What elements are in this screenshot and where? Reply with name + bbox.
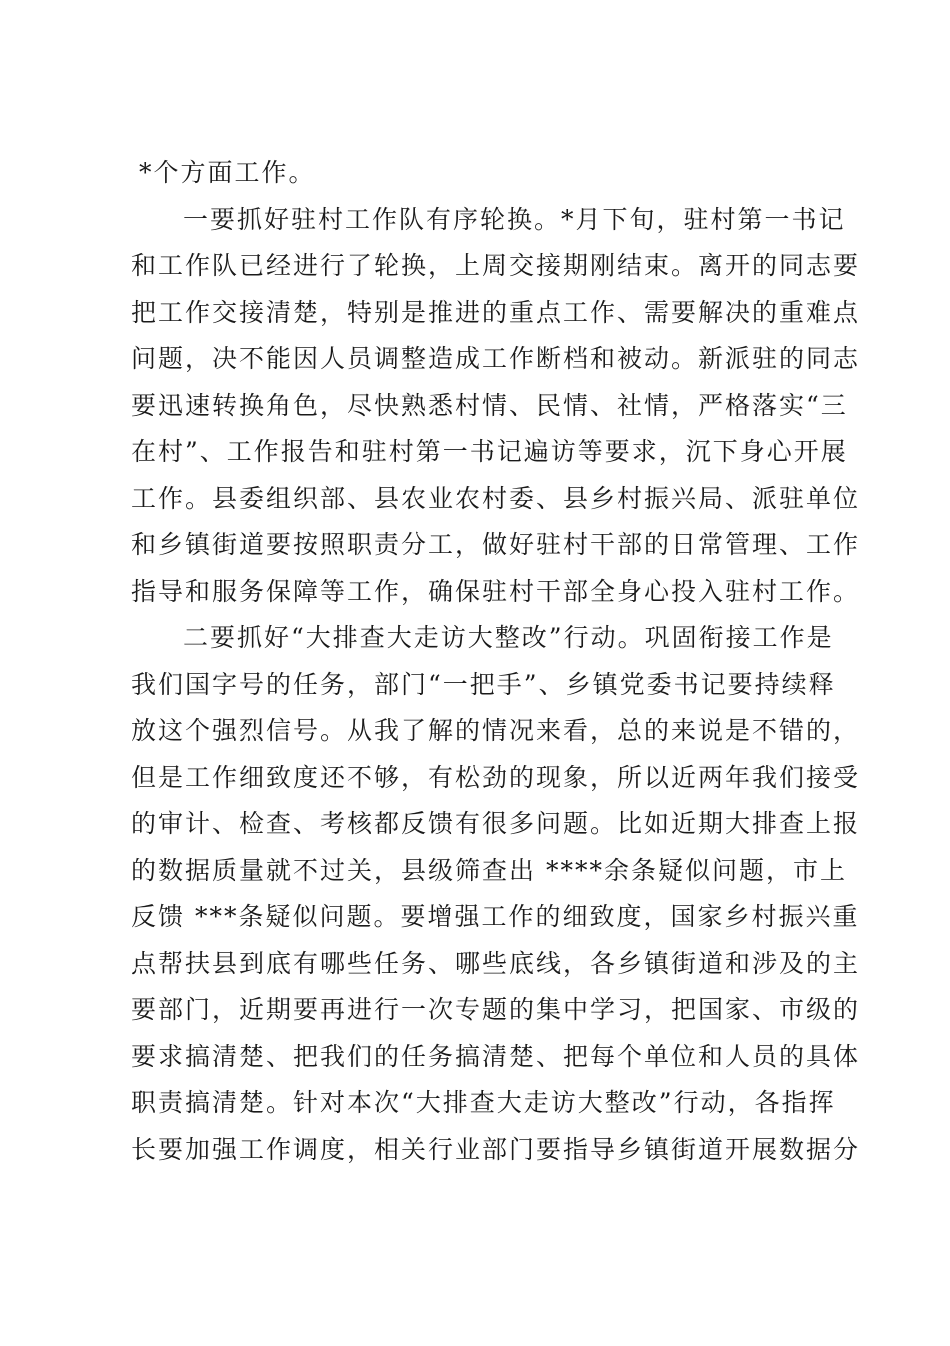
text-line: 我们国字号的任务，部门“一把手”、乡镇党委书记要持续释	[131, 669, 836, 699]
text-line: 问题，决不能因人员调整造成工作断档和被动。新派驻的同志	[131, 344, 861, 373]
text-line: 要迅速转换角色，尽快熟悉村情、民情、社情，严格落实“三	[131, 390, 848, 420]
paragraph-first-line: 二要抓好“大排查大走访大整改”行动。巩固衔接工作是	[183, 623, 834, 652]
text-line: 反馈 ***条疑似问题。要增强工作的细致度，国家乡村振兴重	[131, 902, 860, 931]
paragraph-first-line: 一要抓好驻村工作队有序轮换。*月下旬，驻村第一书记	[183, 204, 846, 234]
text-line: 指导和服务保障等工作，确保驻村干部全身心投入驻村工作。	[131, 576, 861, 606]
text-line: 的数据质量就不过关，县级筛查出 ****余条疑似问题，市上	[131, 855, 847, 885]
text-line: 但是工作细致度还不够，有松劲的现象，所以近两年我们接受	[131, 762, 861, 792]
text-line: 职责搞清楚。针对本次“大排查大走访大整改”行动，各指挥	[131, 1088, 836, 1117]
body-text	[131, 150, 861, 1173]
text-line: 在村”、工作报告和驻村第一书记遍访等要求，沉下身心开展	[131, 437, 848, 466]
text-line: 放这个强烈信号。从我了解的情况来看，总的来说是不错的，	[131, 716, 861, 745]
text-line: 和乡镇街道要按照职责分工，做好驻村干部的日常管理、工作	[131, 530, 861, 559]
text-line: 把工作交接清楚，特别是推进的重点工作、需要解决的重难点	[131, 297, 861, 327]
text-line: 点帮扶县到底有哪些任务、哪些底线，各乡镇街道和涉及的主	[131, 948, 861, 978]
text-line: 工作。县委组织部、县农业农村委、县乡村振兴局、派驻单位	[131, 483, 861, 513]
text-line: 和工作队已经进行了轮换，上周交接期刚结束。离开的同志要	[131, 251, 861, 280]
text-line: 长要加强工作调度，相关行业部门要指导乡镇街道开展数据分	[131, 1134, 861, 1164]
text-line: 要求搞清楚、把我们的任务搞清楚、把每个单位和人员的具体	[131, 1041, 861, 1071]
text-line: 要部门，近期要再进行一次专题的集中学习，把国家、市级的	[131, 995, 861, 1024]
text-line: 的审计、检查、考核都反馈有很多问题。比如近期大排查上报	[131, 809, 861, 838]
text-line: *个方面工作。	[139, 158, 316, 187]
